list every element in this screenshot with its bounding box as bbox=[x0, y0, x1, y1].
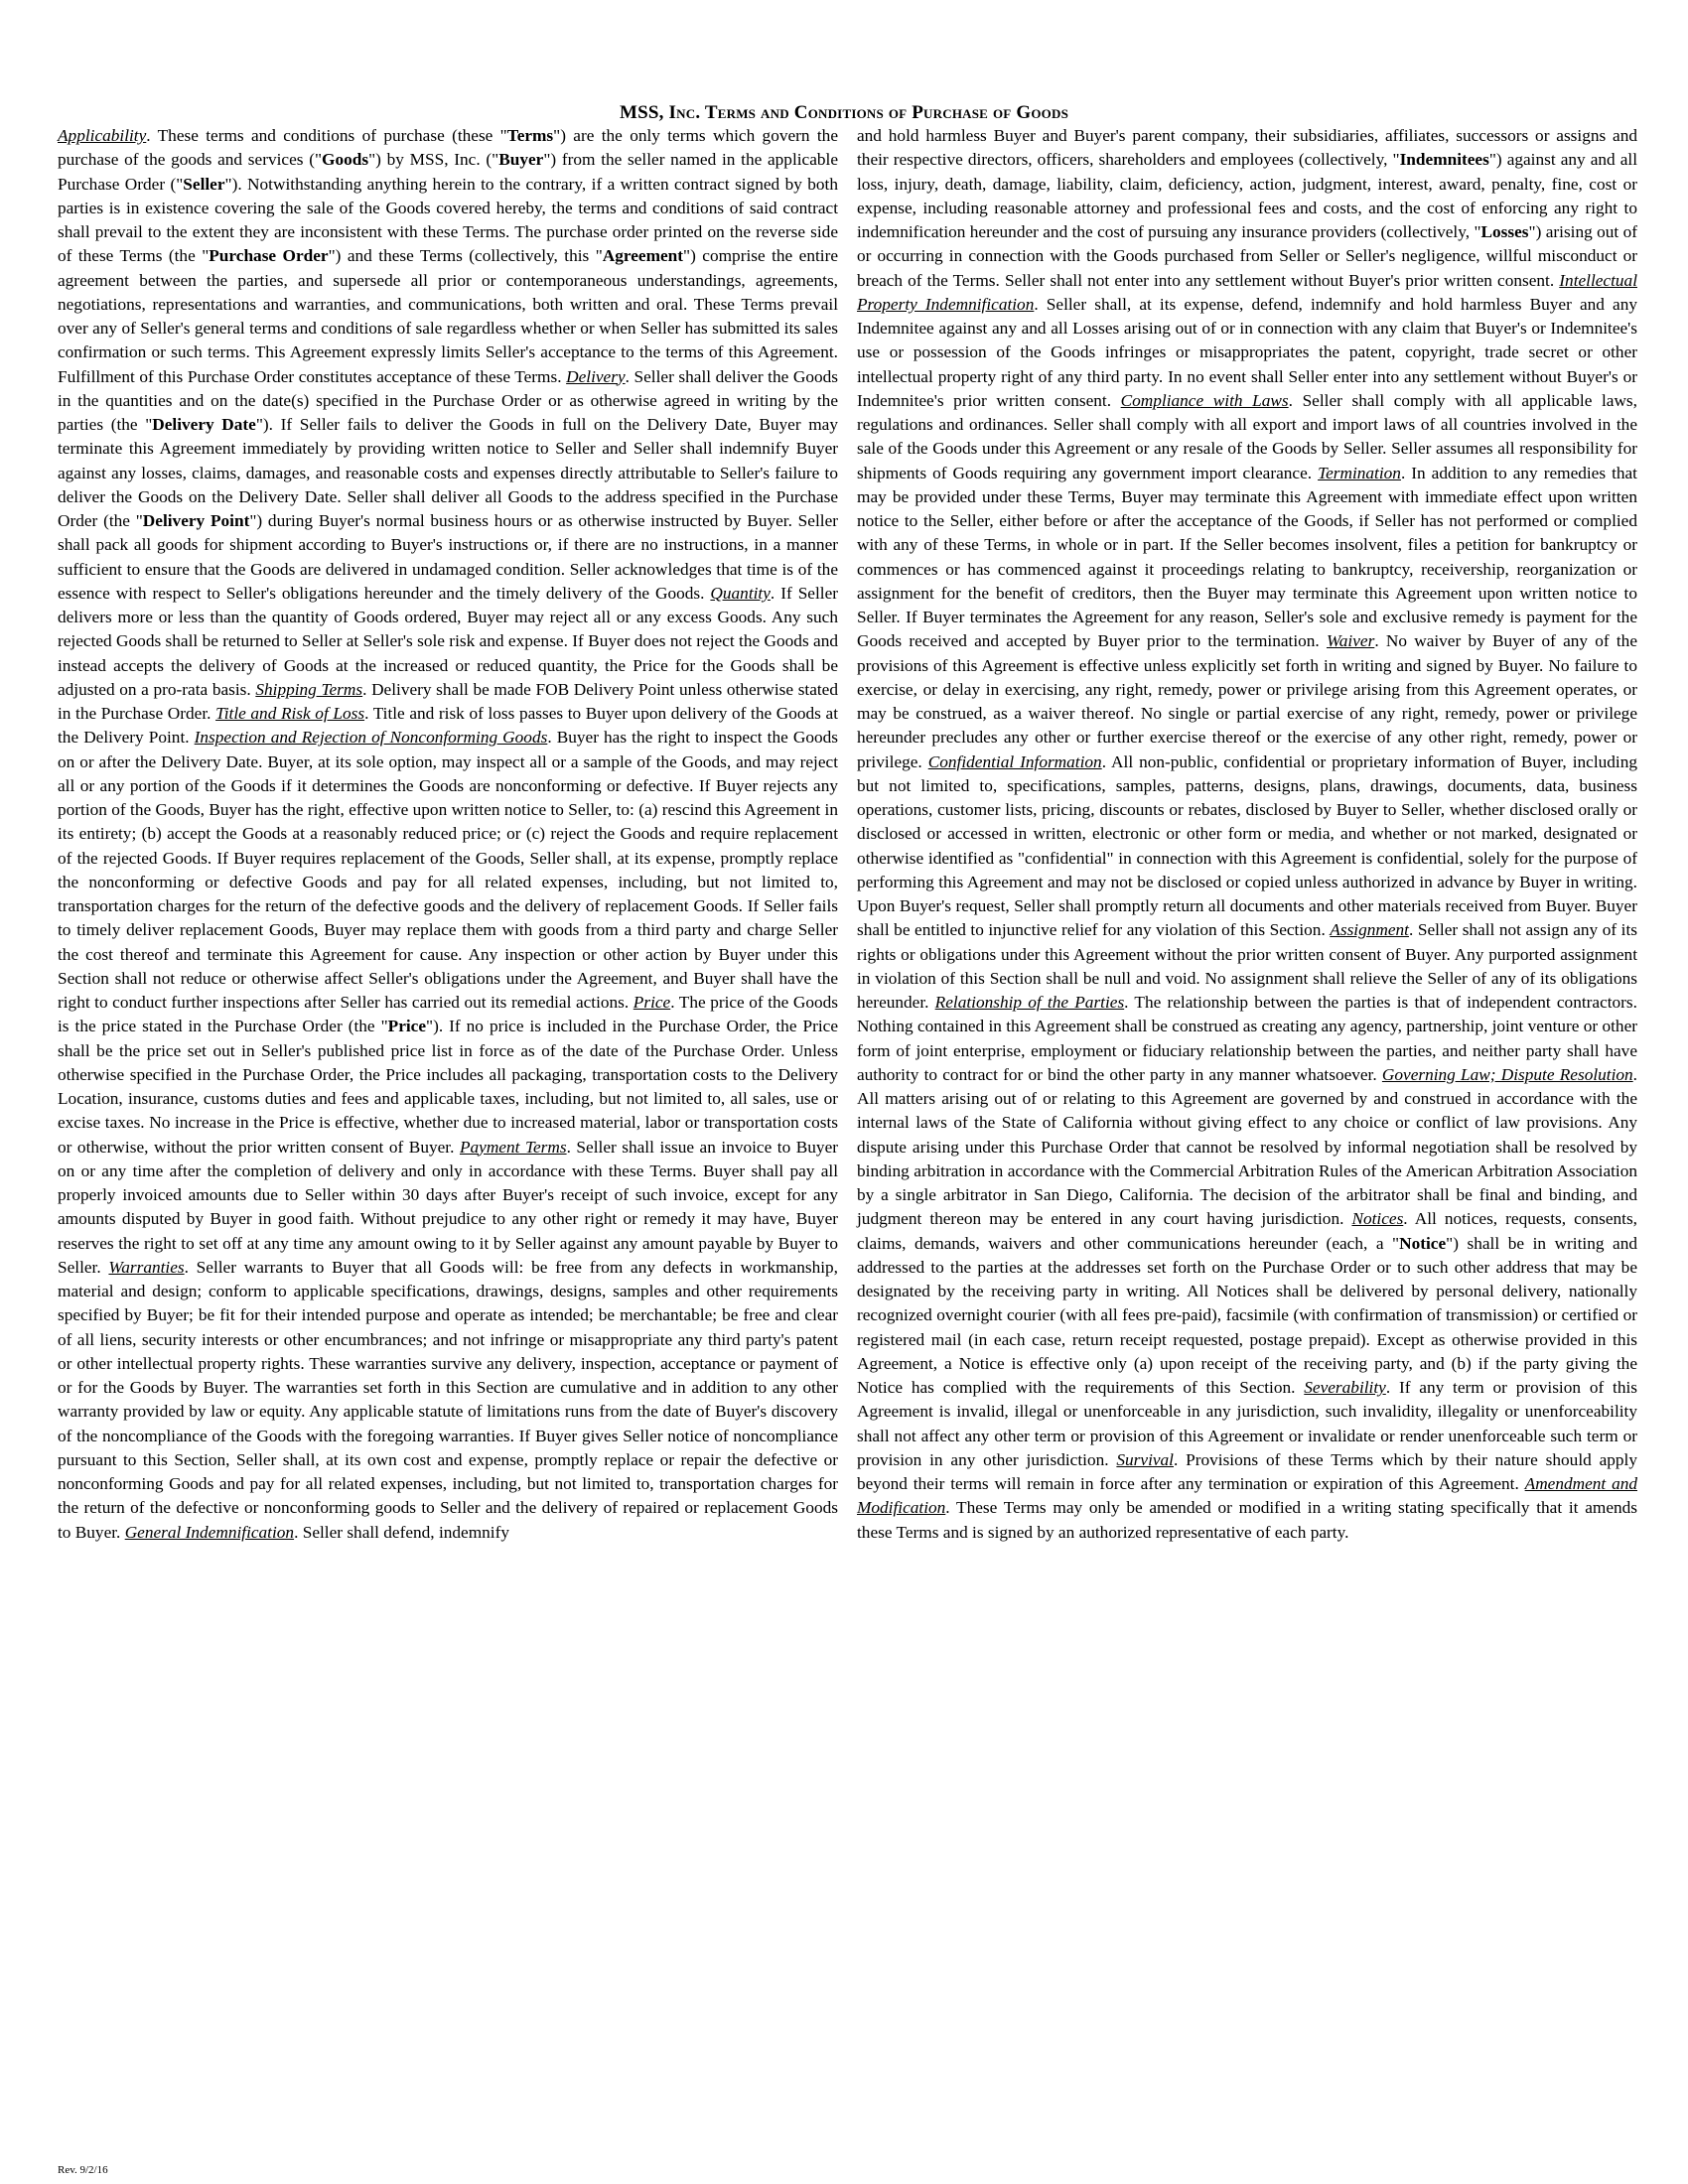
body-text: . The relationship between the parties is that of independent contractors. Nothing contained in this Agreement shall be construed as creating any agency, partnership, joint venture or other form of joint enterprise, employment or fiduciary relationship between the parties, and neither party shall have authority to contract for or bind the other party in any manner whatsoever. bbox=[857, 993, 1637, 1084]
section-heading: Compliance with Laws bbox=[1120, 390, 1289, 410]
section-heading: Intellectual Property Indemnification bbox=[857, 270, 1637, 314]
section-heading: Applicability bbox=[58, 126, 147, 145]
section-heading: General Indemnification bbox=[124, 1522, 295, 1542]
body-text: . Seller warrants to Buyer that all Goods will: be free from any defects in workmanship, material and design; conform to applicable specifications, drawings, designs, samples and other requirements specified by Buyer; be fit for their intended purpose and operate as intended; be merchantable; be free and clear of all liens, security interests or other encumbrances; and not infringe or misappropriate any third party's patent or other intellectual property rights. These warranties survive any delivery, inspection, acceptance or payment of or for the Goods by Buyer. The warranties set forth in this Section are cumulative and in addition to any other warranty provided by law or equity. Any applicable statute of limitations runs from the date of Buyer's discovery of the noncompliance of the Goods with the foregoing warranties. If Buyer gives Seller notice of noncompliance pursuant to this Section, Seller shall, at its own cost and expense, promptly replace or repair the defective or nonconforming Goods and pay for all related expenses, including, but not limited to, transportation charges for the return of the defective or nonconforming goods to Seller and the delivery of repaired or replacement Goods to Buyer. bbox=[58, 1257, 838, 1542]
section-heading: Notices bbox=[1351, 1209, 1404, 1229]
body-text: . Seller shall defend, indemnify bbox=[294, 1522, 509, 1542]
body-text: . In addition to any remedies that may be provided under these Terms, Buyer may terminate this Agreement with immediate effect upon written notice to the Seller, either before or after the acceptance of the Goods, if Seller has not performed or complied with any of these Terms, in whole or in part. If the Seller becomes insolvent, files a petition for bankruptcy or commences or has commenced against it proceedings relating to bankruptcy, receivership, reorganization or assignment for the benefit of creditors, then the Buyer may terminate this Agreement upon written notice to Seller. If Buyer terminates the Agreement for any reason, Seller's sole and exclusive remedy is payment for the Goods received and accepted by Buyer prior to the termination. bbox=[857, 463, 1637, 651]
body-text: . The price of the Goods is the price stated in the Purchase Order (the " bbox=[58, 993, 839, 1036]
body-text: . Seller shall, at its expense, defend, indemnify and hold harmless Buyer and any Indemnitee against any and all Losses arising out of or in connection with any claim that Buyer's or Indemnitee's use or possession of the Goods infringes or misappropriates the patent, copyright, trade secret or other intellectual property right of any third party. In no event shall Seller enter into any settlement without Buyer's or Indemnitee's prior written consent. bbox=[857, 294, 1637, 410]
body-text: . Seller shall issue an invoice to Buyer on or any time after the completion of delivery and only in accordance with these Terms. Buyer shall pay all properly invoiced amounts due to Seller within 30 days after Buyer's receipt of such invoice, except for any amounts disputed by Buyer in good faith. Without prejudice to any other right or remedy it may have, Buyer reserves the right to set off at any time any amount owing to it by Seller against any amount payable by Buyer to Seller. bbox=[58, 1137, 838, 1277]
defined-term: Price bbox=[387, 1017, 427, 1036]
section-heading: Severability bbox=[1304, 1378, 1386, 1397]
body-text: . Seller shall comply with all applicable laws, regulations and ordinances. Seller shall comply with all export and import laws of all countries involved in the sale of the Goods under this Agreement or any resale of the Goods by Seller. Seller assumes all responsibility for shipments of Goods requiring any government import clearance. bbox=[857, 390, 1637, 482]
defined-term: Losses bbox=[1480, 222, 1529, 241]
defined-term: Agreement bbox=[602, 246, 684, 266]
body-text: . No waiver by Buyer of any of the provisions of this Agreement is effective unless explicitly set forth in writing and signed by Buyer. No failure to exercise, or delay in exercising, any right, remedy, power or privilege arising from this Agreement operates, or may be construed, as a waiver thereof. No single or partial exercise of any right, remedy, power or privilege hereunder precludes any other or further exercise thereof or the exercise of any other right, remedy, power or privilege. bbox=[857, 631, 1637, 771]
revision-footer: Rev. 9/2/16 bbox=[58, 2164, 108, 2176]
body-text: "). If Seller fails to deliver the Goods in full on the Delivery Date, Buyer may terminate this Agreement immediately by providing written notice to Seller and Seller shall indemnify Buyer against any losses, claims, damages, and reasonable costs and expenses directly attributable to Seller's failure to deliver the Goods on the Delivery Date. Seller shall deliver all Goods to the address specified in the Purchase Order (the " bbox=[58, 415, 838, 530]
section-heading: Waiver bbox=[1326, 631, 1375, 651]
section-heading: Shipping Terms bbox=[255, 679, 363, 699]
body-text: ") comprise the entire agreement between the parties, and supersede all prior or contemporaneous understandings, agreements, negotiations, representations and warranties, and communications, both written and oral. These Terms prevail over any of Seller's general terms and conditions of sale regardless whether or when Seller has submitted its sales confirmation or such terms. This Agreement expressly limits Seller's acceptance to the terms of this Agreement. Fulfillment of this Purchase Order constitutes acceptance of these Terms. bbox=[58, 246, 838, 386]
body-text: . Seller shall not assign any of its rights or obligations under this Agreement without the prior written consent of Buyer. Any purported assignment in violation of this Section shall be null and void. No assignment shall relieve the Seller of any of its obligations hereunder. bbox=[857, 920, 1637, 1012]
defined-term: Delivery Point bbox=[142, 511, 250, 530]
section-heading: Quantity bbox=[710, 583, 771, 603]
body-text: . Provisions of these Terms which by their nature should apply beyond their terms will remain in force after any termination or expiration of this Agreement. bbox=[857, 1449, 1637, 1493]
section-heading: Payment Terms bbox=[459, 1137, 567, 1157]
section-heading: Relationship of the Parties bbox=[934, 993, 1125, 1012]
left-column bbox=[58, 124, 838, 1545]
body-text: ") arising out of or occurring in connection with the Goods purchased from Seller or Seller's negligence, willful misconduct or breach of the Terms. Seller shall not enter into any settlement without Buyer's prior written consent. bbox=[857, 222, 1637, 290]
body-text: . Seller shall deliver the Goods in the quantities and on the date(s) specified in the Purchase Order or as otherwise agreed in writing by the parties (the " bbox=[58, 366, 838, 434]
document-title: MSS, Inc. Terms and Conditions of Purchase of Goods bbox=[619, 102, 1069, 123]
body-text: "). Notwithstanding anything herein to the contrary, if a written contract signed by both parties is in existence covering the sale of the Goods covered hereby, the terms and conditions of said contract shall prevail to the extent they are inconsistent with these Terms. The purchase order printed on the reverse side of these Terms (the " bbox=[58, 174, 838, 266]
section-heading: Assignment bbox=[1330, 920, 1409, 940]
body-text: . Buyer has the right to inspect the Goods on or after the Delivery Date. Buyer, at its sole option, may inspect all or a sample of the Goods, and may reject all or any portion of the Goods if it determines the Goods are nonconforming or defective. If Buyer rejects any portion of the Goods, Buyer has the right, effective upon written notice to Seller, to: (a) rescind this Agreement in its entirety; (b) accept the Goods at a reasonably reduced price; or (c) reject the Goods and require replacement of the rejected Goods. If Buyer requires replacement of the Goods, Seller shall, at its expense, promptly replace the nonconforming or defective Goods and pay for all related expenses, including, but not limited to, transportation charges for the return of the defective goods and the delivery of replacement Goods. If Seller fails to timely deliver replacement Goods, Buyer may replace them with goods from a third party and charge Seller the cost thereof and terminate this Agreement for cause. Any inspection or other action by Buyer under this Section shall not reduce or otherwise affect Seller's obligations under the Agreement, and Buyer shall have the right to conduct further inspections after Seller has carried out its remedial actions. bbox=[58, 728, 838, 1012]
body-text: ") during Buyer's normal business hours or as otherwise instructed by Buyer. Seller shall pack all goods for shipment according to Buyer's instructions or, if there are no instructions, in a manner sufficient to ensure that the Goods are delivered in undamaged condition. Seller acknowledges that time is of the essence with respect to Seller's obligations hereunder and the timely delivery of the Goods. bbox=[58, 511, 838, 603]
body-text: . These terms and conditions of purchase (these " bbox=[146, 126, 507, 145]
section-heading: Warranties bbox=[108, 1257, 185, 1277]
body-text: ") against any and all loss, injury, death, damage, liability, claim, deficiency, action, judgment, interest, award, penalty, fine, cost or expense, including reasonable attorney and professional fees and costs, and the cost of enforcing any right to indemnification hereunder and the cost of pursuing any insurance providers (collectively, " bbox=[857, 150, 1638, 241]
body-text: . Delivery shall be made FOB Delivery Point unless otherwise stated in the Purchase Order. bbox=[58, 679, 838, 723]
body-text: ") and these Terms (collectively, this " bbox=[328, 246, 603, 266]
body-text: . If any term or provision of this Agreement is invalid, illegal or unenforceable in any jurisdiction, such invalidity, illegality or unenforceability shall not affect any other term or provision of this Agreement or invalidate or render unenforceable such term or provision in any other jurisdiction. bbox=[857, 1378, 1637, 1469]
section-heading: Delivery bbox=[566, 366, 626, 386]
section-heading: Governing Law; Dispute Resolution bbox=[1381, 1064, 1633, 1084]
body-text: ") from the seller named in the applicable Purchase Order (" bbox=[58, 150, 838, 194]
body-text: ") by MSS, Inc. (" bbox=[368, 150, 499, 170]
body-text: ") shall be in writing and addressed to the parties at the addresses set forth on the Purchase Order or to such other address that may be designated by the receiving party in writing. All Notices shall be delivered by personal delivery, nationally recognized overnight courier (with all fees pre-paid), facsimile (with confirmation of transmission) or certified or registered mail (in each case, return receipt requested, postage prepaid). Except as otherwise provided in this Agreement, a Notice is effective only (a) upon receipt of the receiving party, and (b) if the party giving the Notice has complied with the requirements of this Section. bbox=[857, 1233, 1637, 1397]
section-heading: Amendment and Modification bbox=[857, 1474, 1637, 1518]
body-text: . All notices, requests, consents, claims, demands, waivers and other communications hereunder (each, a " bbox=[857, 1209, 1637, 1253]
body-text: . If Seller delivers more or less than the quantity of Goods ordered, Buyer may reject all or any excess Goods. Any such rejected Goods shall be returned to Seller at Seller's sole risk and expense. If Buyer does not reject the Goods and instead accepts the delivery of Goods at the increased or reduced quantity, the Price for the Goods shall be adjusted on a pro-rata basis. bbox=[58, 583, 839, 699]
body-text: ") are the only terms which govern the purchase of the goods and services (" bbox=[58, 126, 838, 170]
defined-term: Seller bbox=[183, 174, 225, 194]
defined-term: Delivery Date bbox=[152, 415, 256, 434]
defined-term: Notice bbox=[1399, 1233, 1447, 1253]
body-text: . All non-public, confidential or proprietary information of Buyer, including but not limited to, specifications, samples, patterns, designs, plans, drawings, documents, data, business operations, customer lists, pricing, discounts or rebates, disclosed by Buyer to Seller, whether disclosed orally or disclosed or accessed in written, electronic or other form or media, and whether or not marked, designated or otherwise identified as "confidential" in connection with this Agreement is confidential, solely for the purpose of performing this Agreement and may not be disclosed or copied unless authorized in advance by Buyer in writing. Upon Buyer's request, Seller shall promptly return all documents and other materials received from Buyer. Buyer shall be entitled to injunctive relief for any violation of this Section. bbox=[857, 751, 1638, 940]
section-heading: Termination bbox=[1318, 463, 1401, 482]
body-text: and hold harmless Buyer and Buyer's parent company, their subsidiaries, affiliates, successors or assigns and their respective directors, officers, shareholders and employees (collectively, " bbox=[857, 126, 1637, 170]
section-heading: Confidential Information bbox=[927, 751, 1102, 771]
body-text: "). If no price is included in the Purchase Order, the Price shall be the price set out in Seller's published price list in force as of the date of the Purchase Order. Unless otherwise specified in the Purchase Order, the Price includes all packaging, transportation costs to the Delivery Location, insurance, customs duties and fees and applicable taxes, including, but not limited to, all sales, use or excise taxes. No increase in the Price is effective, whether due to increased material, labor or transportation costs or otherwise, without the prior written consent of Buyer. bbox=[58, 1017, 839, 1157]
body-text: . These Terms may only be amended or modified in a writing stating specifically that it amends these Terms and is signed by an authorized representative of each party. bbox=[857, 1498, 1637, 1542]
right-column-text bbox=[857, 124, 1637, 1545]
body-text: . Title and risk of loss passes to Buyer upon delivery of the Goods at the Delivery Point. bbox=[58, 704, 838, 748]
defined-term: Indemnitees bbox=[1399, 150, 1489, 170]
left-column-text bbox=[58, 124, 838, 1545]
right-column bbox=[857, 124, 1637, 1545]
defined-term: Buyer bbox=[498, 150, 544, 170]
defined-term: Goods bbox=[322, 150, 369, 170]
section-heading: Survival bbox=[1116, 1449, 1174, 1469]
defined-term: Purchase Order bbox=[209, 246, 329, 266]
body-text: . All matters arising out of or relating to this Agreement are governed by and construed in accordance with the internal laws of the State of California without giving effect to any choice or conflict of law provisions. Any dispute arising under this Purchase Order that cannot be resolved by informal negotiation shall be resolved by binding arbitration in accordance with the Commercial Arbitration Rules of the American Arbitration Association by a single arbitrator in San Diego, California. The decision of the arbitrator shall be final and binding, and judgment thereon may be entered in any court having jurisdiction. bbox=[857, 1064, 1637, 1229]
defined-term: Terms bbox=[506, 126, 554, 145]
section-heading: Inspection and Rejection of Nonconforming Goods bbox=[194, 728, 548, 748]
section-heading: Title and Risk of Loss bbox=[215, 704, 365, 723]
section-heading: Price bbox=[633, 993, 671, 1012]
